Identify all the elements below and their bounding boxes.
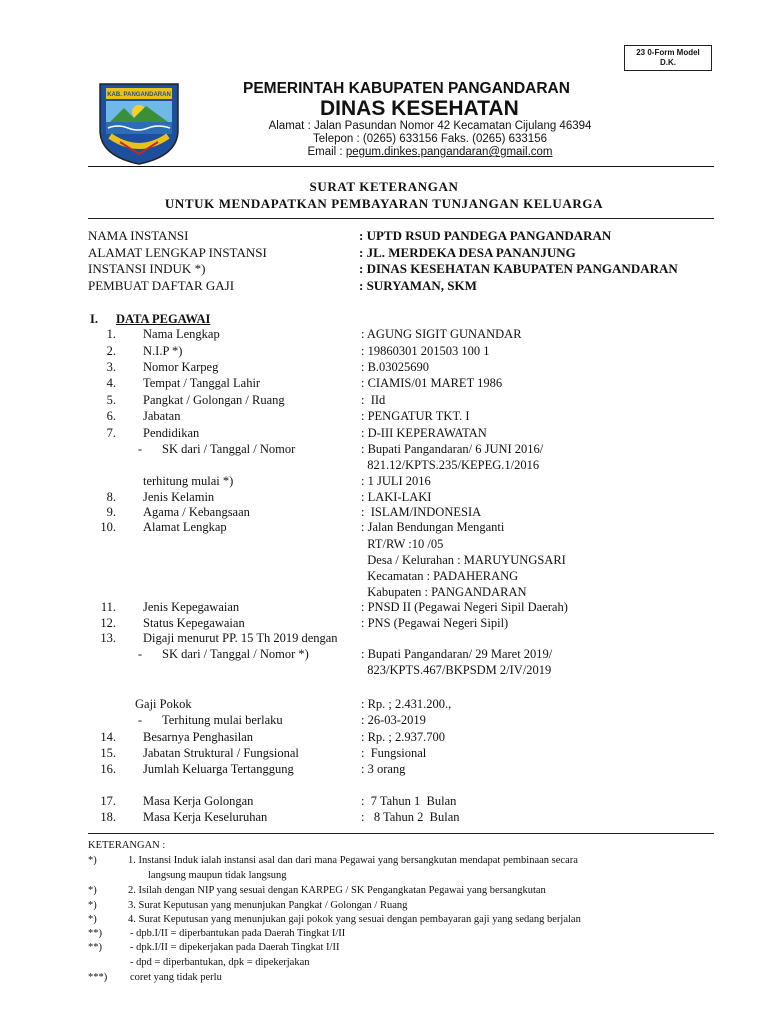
row-label: Terhitung mulai berlaku [162, 713, 283, 727]
row-value: : 26-03-2019 [361, 713, 426, 727]
row-label: SK dari / Tanggal / Nomor [162, 442, 296, 456]
row-number: - [137, 713, 142, 727]
note-text: 3. Surat Keputusan yang menunjukan Pangkat / Golongan / Ruang [128, 900, 408, 911]
row-label: Pangkat / Golongan / Ruang [143, 393, 285, 407]
note-text: langsung maupun tidak langsung [148, 870, 287, 881]
row-value: 821.12/KPTS.235/KEPEG.1/2016 [361, 458, 540, 472]
row-label: Alamat Lengkap [143, 520, 227, 534]
row-value: : D-III KEPERAWATAN [361, 426, 487, 440]
row-label: terhitung mulai *) [143, 474, 234, 488]
note-text: 1. Instansi Induk ialah instansi asal dan dari mana Pegawai yang bersangkutan mendapat pembinaan secara [128, 855, 578, 866]
note-marker: ***) [88, 972, 108, 983]
row-number: 14. [100, 730, 116, 744]
row-label: Pendidikan [143, 426, 200, 440]
row-label: Nama Lengkap [143, 327, 220, 341]
row-label: Masa Kerja Keseluruhan [143, 810, 268, 824]
row-label: Jenis Kepegawaian [143, 600, 240, 614]
row-value: : PENGATUR TKT. I [361, 409, 470, 423]
row-label: Agama / Kebangsaan [143, 505, 250, 519]
row-value: : Bupati Pangandaran/ 29 Maret 2019/ [361, 647, 553, 661]
note-marker: **) [88, 928, 102, 939]
row-value: : 7 Tahun 1 Bulan [361, 794, 457, 808]
regency-crest-icon [96, 82, 182, 166]
row-label: Jabatan Struktural / Fungsional [143, 746, 299, 760]
row-value: : Rp. ; 2.937.700 [361, 730, 446, 744]
row-value: : CIAMIS/01 MARET 1986 [361, 376, 503, 390]
office-name: DINAS KESEHATAN [320, 97, 519, 120]
note-marker: *) [88, 885, 97, 896]
note-text: coret yang tidak perlu [130, 972, 222, 983]
row-value: Kecamatan : PADAHERANG [361, 569, 519, 583]
note-text: - dpb.I/II = diperbantukan pada Daerah Tingkat I/II [130, 928, 346, 939]
title-divider [88, 218, 714, 219]
email-label: Email : [307, 146, 346, 158]
note-marker: *) [88, 914, 97, 925]
row-label: Masa Kerja Golongan [143, 794, 254, 808]
email-link[interactable]: pegum.dinkes.pangandaran@gmail.com [345, 146, 553, 158]
row-value: : 19860301 201503 100 1 [361, 344, 490, 358]
row-number: 3. [106, 360, 116, 374]
row-label: N.I.P *) [143, 344, 183, 358]
row-number: 15. [100, 746, 116, 760]
row-label: Gaji Pokok [135, 697, 192, 711]
row-label: Jabatan [143, 409, 181, 423]
row-number: 8. [106, 490, 116, 504]
document-subtitle: UNTUK MENDAPATKAN PEMBAYARAN TUNJANGAN KELUARGA [164, 196, 604, 211]
row-value: : PNSD II (Pegawai Negeri Sipil Daerah) [361, 600, 568, 614]
row-label: Jenis Kelamin [143, 490, 215, 504]
note-text: 4. Surat Keputusan yang menunjukan gaji pokok yang sesuai dengan pembayaran gaji yang sedang berjalan [128, 914, 581, 925]
row-value: Desa / Kelurahan : MARUYUNGSARI [361, 553, 566, 567]
row-number: 12. [100, 616, 116, 630]
row-number: 17. [100, 794, 116, 808]
row-value: : LAKI-LAKI [361, 490, 432, 504]
row-value: : AGUNG SIGIT GUNANDAR [361, 327, 522, 341]
row-value: : Bupati Pangandaran/ 6 JUNI 2016/ [361, 442, 544, 456]
notes-divider [88, 833, 714, 834]
field-value: : SURYAMAN, SKM [359, 278, 477, 293]
field-label: NAMA INSTANSI [88, 228, 189, 243]
note-marker: *) [88, 855, 97, 866]
row-label: Jumlah Keluarga Tertanggung [143, 762, 294, 776]
row-number: 2. [106, 344, 116, 358]
row-value: : Fungsional [361, 746, 427, 760]
row-value: 823/KPTS.467/BKPSDM 2/IV/2019 [361, 663, 552, 677]
section-number: I. [90, 312, 98, 326]
row-value: : 3 orang [361, 762, 406, 776]
row-value: : Jalan Bendungan Menganti [361, 520, 505, 534]
notes-title: KETERANGAN : [88, 840, 166, 851]
field-label: INSTANSI INDUK *) [88, 261, 206, 276]
note-marker: *) [88, 900, 97, 911]
row-label: Digaji menurut PP. 15 Th 2019 dengan [143, 631, 338, 645]
row-value: Kabupaten : PANGANDARAN [361, 585, 527, 599]
field-value: : JL. MERDEKA DESA PANANJUNG [359, 245, 576, 260]
field-label: PEMBUAT DAFTAR GAJI [88, 278, 235, 293]
row-number: 4. [106, 376, 116, 390]
form-model-box [624, 45, 712, 71]
government-name: PEMERINTAH KABUPATEN PANGANDARAN [243, 80, 570, 97]
row-value: RT/RW :10 /05 [361, 537, 444, 551]
row-number: 7. [106, 426, 116, 440]
office-email-line [220, 146, 640, 158]
row-label: Besarnya Penghasilan [143, 730, 254, 744]
section-title: DATA PEGAWAI [116, 312, 211, 326]
regency-logo [96, 82, 182, 166]
row-number: 5. [106, 393, 116, 407]
office-address: Alamat : Jalan Pasundan Nomor 42 Kecamatan Cijulang 46394 [268, 120, 592, 132]
row-value: : IId [361, 393, 386, 407]
row-number: 10. [100, 520, 116, 534]
field-label: ALAMAT LENGKAP INSTANSI [88, 245, 267, 260]
row-number: 16. [100, 762, 116, 776]
office-phone: Telepon : (0265) 633156 Faks. (0265) 633156 [313, 133, 547, 145]
row-value: : Rp. ; 2.431.200., [361, 697, 452, 711]
field-value: : UPTD RSUD PANDEGA PANGANDARAN [359, 228, 612, 243]
note-marker: **) [88, 942, 102, 953]
note-text: - dpk.I/II = dipekerjakan pada Daerah Tingkat I/II [130, 942, 340, 953]
row-label: Status Kepegawaian [143, 616, 245, 630]
row-label: Tempat / Tanggal Lahir [143, 376, 261, 390]
row-number: 13. [100, 631, 116, 645]
row-number: 18. [100, 810, 116, 824]
row-label: Nomor Karpeg [143, 360, 219, 374]
row-value: : PNS (Pegawai Negeri Sipil) [361, 616, 509, 630]
row-value: : 1 JULI 2016 [361, 474, 431, 488]
row-number: 1. [106, 327, 116, 341]
row-value: : B.03025690 [361, 360, 430, 374]
form-model-code: 23 0-Form Model [636, 48, 700, 57]
logo-text: KAB. PANGANDARAN [107, 92, 171, 98]
row-label: SK dari / Tanggal / Nomor *) [162, 647, 309, 661]
row-number: 6. [106, 409, 116, 423]
row-value: : 8 Tahun 2 Bulan [361, 810, 460, 824]
row-number: - [137, 442, 142, 456]
row-value: : ISLAM/INDONESIA [361, 505, 482, 519]
row-number: - [137, 647, 142, 661]
row-number: 9. [106, 505, 116, 519]
letterhead-divider [88, 166, 714, 167]
field-value: : DINAS KESEHATAN KABUPATEN PANGANDARAN [359, 261, 678, 276]
document-title: SURAT KETERANGAN [309, 179, 459, 194]
note-text: 2. Isilah dengan NIP yang sesuai dengan KARPEG / SK Pengangkatan Pegawai yang bersangkutan [128, 885, 546, 896]
row-number: 11. [100, 600, 116, 614]
form-model-type: D.K. [660, 58, 676, 67]
note-text: - dpd = diperbantukan, dpk = dipekerjakan [130, 957, 310, 968]
